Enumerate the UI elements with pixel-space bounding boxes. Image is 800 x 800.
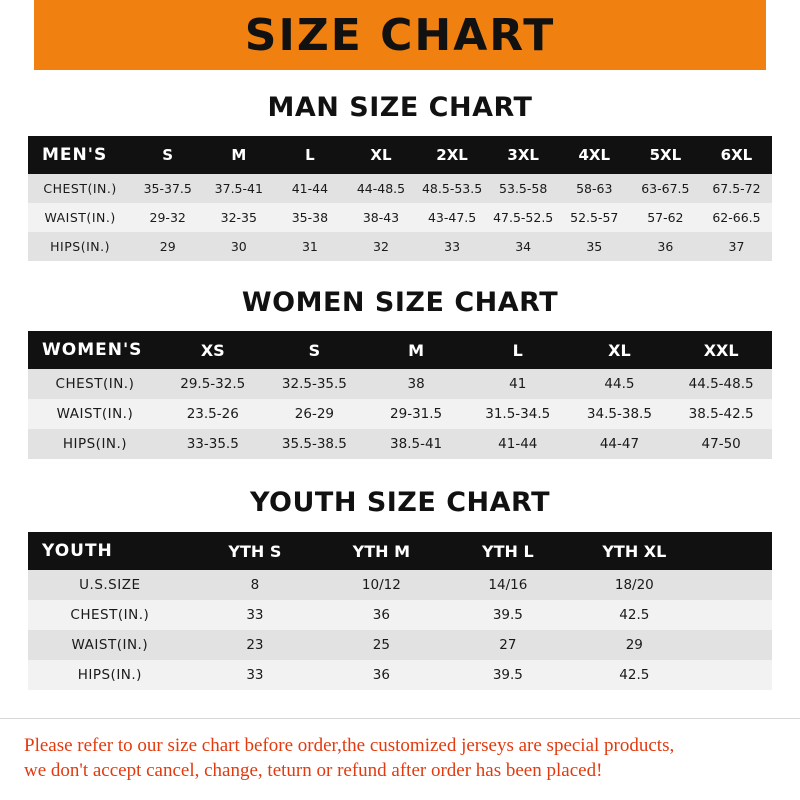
table-cell: 53.5-58 — [488, 174, 559, 203]
men-header-m: M — [203, 136, 274, 174]
men-size-table — [28, 136, 772, 261]
table-cell: 35.5-38.5 — [264, 429, 366, 459]
men-header-l: L — [274, 136, 345, 174]
table-cell: 43-47.5 — [417, 203, 488, 232]
table-cell: 39.5 — [445, 600, 571, 630]
men-row-label-hips: HIPS(IN.) — [28, 232, 132, 261]
men-header-6xl: 6XL — [701, 136, 772, 174]
youth-header-l: YTH L — [445, 532, 571, 570]
youth-row-label-ussize: U.S.SIZE — [28, 570, 192, 600]
page-title: SIZE CHART — [244, 9, 556, 61]
table-row — [28, 600, 772, 630]
table-cell: 33 — [417, 232, 488, 261]
page-banner — [0, 0, 800, 70]
youth-row-label-hips: HIPS(IN.) — [28, 660, 192, 690]
table-cell: 44.5 — [569, 369, 671, 399]
table-cell: 38-43 — [345, 203, 416, 232]
women-header-xs: XS — [162, 331, 264, 369]
table-cell: 42.5 — [571, 660, 697, 690]
table-cell: 41 — [467, 369, 569, 399]
table-row — [28, 203, 772, 232]
table-row — [28, 660, 772, 690]
women-row-label-chest: CHEST(IN.) — [28, 369, 162, 399]
youth-row-label-chest: CHEST(IN.) — [28, 600, 192, 630]
youth-header-s: YTH S — [192, 532, 318, 570]
men-section-title: MAN SIZE CHART — [267, 92, 533, 123]
table-cell: 38 — [365, 369, 467, 399]
chart-content — [0, 70, 800, 718]
table-cell: 39.5 — [445, 660, 571, 690]
women-header-l: L — [467, 331, 569, 369]
table-cell: 33 — [192, 600, 318, 630]
women-section-title: WOMEN SIZE CHART — [241, 287, 559, 318]
table-cell: 29.5-32.5 — [162, 369, 264, 399]
table-cell: 37 — [701, 232, 772, 261]
table-cell: 48.5-53.5 — [417, 174, 488, 203]
table-row — [28, 429, 772, 459]
women-header-xl: XL — [569, 331, 671, 369]
table-cell: 32.5-35.5 — [264, 369, 366, 399]
table-cell: 35-38 — [274, 203, 345, 232]
table-cell: 34 — [488, 232, 559, 261]
table-cell: 38.5-41 — [365, 429, 467, 459]
table-cell-spacer — [698, 570, 772, 600]
table-cell: 67.5-72 — [701, 174, 772, 203]
table-cell: 36 — [318, 660, 444, 690]
youth-header-spacer — [698, 532, 772, 570]
table-cell: 33-35.5 — [162, 429, 264, 459]
youth-size-table — [28, 532, 772, 690]
table-cell: 41-44 — [467, 429, 569, 459]
table-cell: 38.5-42.5 — [670, 399, 772, 429]
table-cell: 29-32 — [132, 203, 203, 232]
table-cell: 8 — [192, 570, 318, 600]
table-header-row — [28, 532, 772, 570]
men-row-label-chest: CHEST(IN.) — [28, 174, 132, 203]
table-cell: 62-66.5 — [701, 203, 772, 232]
table-row — [28, 399, 772, 429]
table-cell: 52.5-57 — [559, 203, 630, 232]
table-cell: 63-67.5 — [630, 174, 701, 203]
table-header-row — [28, 331, 772, 369]
table-row — [28, 630, 772, 660]
men-header-5xl: 5XL — [630, 136, 701, 174]
table-cell: 44-48.5 — [345, 174, 416, 203]
table-cell: 35 — [559, 232, 630, 261]
table-row — [28, 369, 772, 399]
table-cell: 44.5-48.5 — [670, 369, 772, 399]
youth-header-label: YOUTH — [28, 532, 192, 570]
table-cell-spacer — [698, 660, 772, 690]
men-header-3xl: 3XL — [488, 136, 559, 174]
men-header-s: S — [132, 136, 203, 174]
table-cell: 29-31.5 — [365, 399, 467, 429]
table-cell: 32 — [345, 232, 416, 261]
table-cell: 41-44 — [274, 174, 345, 203]
footer-notice — [0, 718, 800, 800]
table-cell: 10/12 — [318, 570, 444, 600]
table-cell: 18/20 — [571, 570, 697, 600]
table-row — [28, 174, 772, 203]
table-cell: 35-37.5 — [132, 174, 203, 203]
table-cell: 42.5 — [571, 600, 697, 630]
table-cell: 37.5-41 — [203, 174, 274, 203]
youth-header-m: YTH M — [318, 532, 444, 570]
table-cell-spacer — [698, 630, 772, 660]
table-cell: 58-63 — [559, 174, 630, 203]
table-header-row — [28, 136, 772, 174]
table-cell: 36 — [630, 232, 701, 261]
table-cell: 44-47 — [569, 429, 671, 459]
men-header-xl: XL — [345, 136, 416, 174]
women-row-label-hips: HIPS(IN.) — [28, 429, 162, 459]
table-cell: 36 — [318, 600, 444, 630]
table-row — [28, 570, 772, 600]
women-header-s: S — [264, 331, 366, 369]
table-cell: 31 — [274, 232, 345, 261]
table-cell: 23 — [192, 630, 318, 660]
men-header-label: MEN'S — [28, 136, 132, 174]
table-cell: 47.5-52.5 — [488, 203, 559, 232]
women-header-xxl: XXL — [670, 331, 772, 369]
table-cell: 25 — [318, 630, 444, 660]
table-cell: 47-50 — [670, 429, 772, 459]
table-cell: 30 — [203, 232, 274, 261]
footer-notice-line-1: Please refer to our size chart before order,the customized jerseys are special products, — [24, 734, 675, 756]
table-cell: 31.5-34.5 — [467, 399, 569, 429]
youth-header-xl: YTH XL — [571, 532, 697, 570]
table-cell: 34.5-38.5 — [569, 399, 671, 429]
table-cell: 29 — [571, 630, 697, 660]
women-row-label-waist: WAIST(IN.) — [28, 399, 162, 429]
table-cell: 33 — [192, 660, 318, 690]
youth-section-title: YOUTH SIZE CHART — [249, 487, 551, 518]
men-header-4xl: 4XL — [559, 136, 630, 174]
youth-row-label-waist: WAIST(IN.) — [28, 630, 192, 660]
table-cell-spacer — [698, 600, 772, 630]
table-row — [28, 232, 772, 261]
men-row-label-waist: WAIST(IN.) — [28, 203, 132, 232]
women-size-table — [28, 331, 772, 459]
women-header-m: M — [365, 331, 467, 369]
table-cell: 27 — [445, 630, 571, 660]
table-cell: 57-62 — [630, 203, 701, 232]
table-cell: 29 — [132, 232, 203, 261]
table-cell: 26-29 — [264, 399, 366, 429]
table-cell: 23.5-26 — [162, 399, 264, 429]
men-header-2xl: 2XL — [417, 136, 488, 174]
women-header-label: WOMEN'S — [28, 331, 162, 369]
table-cell: 32-35 — [203, 203, 274, 232]
footer-notice-line-2: we don't accept cancel, change, teturn or refund after order has been placed! — [24, 760, 603, 782]
table-cell: 14/16 — [445, 570, 571, 600]
